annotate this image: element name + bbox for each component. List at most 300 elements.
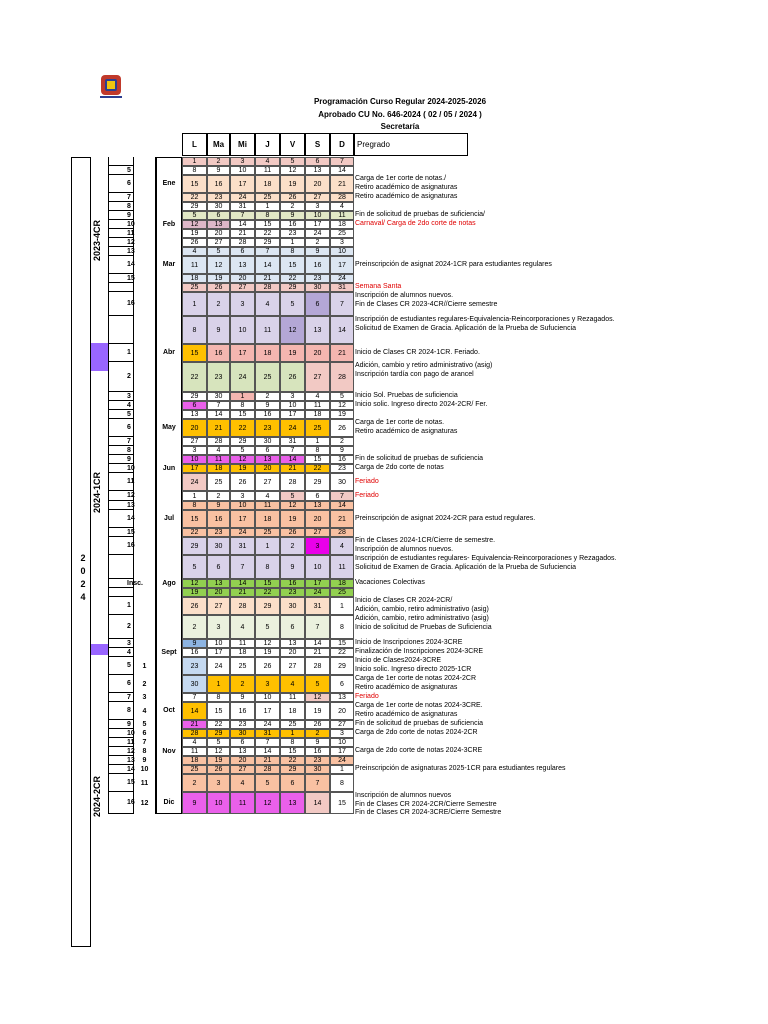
calendar-note: Inicio solic. Ingreso directo 2025-1CR — [355, 665, 472, 673]
day-cell: 22 — [280, 756, 305, 765]
day-cell: 20 — [305, 175, 330, 193]
day-cell: 19 — [255, 648, 280, 657]
day-cell: 6 — [255, 446, 280, 455]
week-number: 7 — [108, 437, 134, 446]
day-cell: 27 — [230, 765, 255, 774]
week-number-secondary — [134, 597, 156, 615]
day-cell: 6 — [207, 555, 230, 579]
day-cell: 29 — [182, 392, 207, 401]
day-cell: 14 — [330, 316, 354, 344]
day-cell: 17 — [305, 579, 330, 588]
day-cell: 28 — [330, 362, 354, 392]
day-cell: 21 — [182, 720, 207, 729]
day-cell: 18 — [330, 220, 354, 229]
calendar-note: Fin de Clases CR 2024-2CR/Cierre Semestre — [355, 800, 497, 808]
period-label-2024-1cr: 2024-1CR — [92, 472, 102, 514]
calendar-note: Preinscripción de asignaturas 2025-1CR para estudiantes regulares — [355, 765, 566, 773]
day-cell: 27 — [255, 473, 280, 491]
day-cell: 21 — [330, 510, 354, 528]
week-number-secondary — [134, 256, 156, 274]
day-cell: 12 — [330, 401, 354, 410]
week-number: 5 — [108, 410, 134, 419]
week-number-secondary — [134, 437, 156, 446]
calendar-note: Carga de 2do corte de notas 2024-2CR — [355, 729, 478, 737]
day-cell: 2 — [207, 157, 230, 166]
day-cell: 23 — [280, 588, 305, 597]
calendar-note: Adición, cambio, retiro administrativo (asig) — [355, 605, 489, 613]
day-cell: 26 — [255, 657, 280, 675]
week-number-secondary: 11 — [134, 774, 156, 792]
document-title: Programación Curso Regular 2024-2025-2026 — [313, 97, 487, 106]
day-cell: 6 — [207, 211, 230, 220]
day-cell: 17 — [230, 344, 255, 362]
day-cell: 18 — [305, 410, 330, 419]
day-cell: 3 — [255, 675, 280, 693]
day-cell: 4 — [255, 157, 280, 166]
day-cell: 28 — [230, 597, 255, 615]
day-cell: 10 — [305, 211, 330, 220]
day-cell: 5 — [255, 774, 280, 792]
day-cell: 1 — [280, 238, 305, 247]
day-cell: 9 — [207, 501, 230, 510]
day-cell: 22 — [230, 419, 255, 437]
day-cell: 3 — [230, 491, 255, 501]
week-number: 10 — [108, 729, 134, 738]
week-number: 11 — [108, 738, 134, 747]
day-cell: 8 — [330, 774, 354, 792]
day-cell: 24 — [305, 229, 330, 238]
day-cell: 24 — [230, 193, 255, 202]
column-header: J — [255, 133, 280, 156]
day-cell: 25 — [330, 229, 354, 238]
day-cell: 22 — [255, 229, 280, 238]
day-cell: 17 — [330, 747, 354, 756]
day-cell: 16 — [207, 175, 230, 193]
day-cell: 20 — [207, 588, 230, 597]
calendar-note: Inicio Sol. Pruebas de suficiencia — [355, 392, 458, 400]
day-cell: 19 — [330, 410, 354, 419]
day-cell: 1 — [330, 765, 354, 774]
column-header: L — [182, 133, 207, 156]
day-cell: 25 — [207, 473, 230, 491]
day-cell: 5 — [330, 392, 354, 401]
month-label: Dic — [163, 799, 175, 806]
day-cell: 29 — [280, 765, 305, 774]
day-cell: 6 — [182, 401, 207, 410]
week-number-secondary: 3 — [134, 693, 156, 702]
day-cell: 5 — [305, 675, 330, 693]
day-cell: 31 — [230, 202, 255, 211]
week-number-secondary — [134, 392, 156, 401]
day-cell: 25 — [330, 588, 354, 597]
calendar-note: Feriado — [355, 693, 379, 701]
day-cell: 17 — [305, 220, 330, 229]
day-cell: 5 — [182, 555, 207, 579]
day-cell: 4 — [207, 446, 230, 455]
day-cell: 9 — [280, 211, 305, 220]
week-number-secondary — [134, 419, 156, 437]
day-cell: 15 — [182, 510, 207, 528]
day-cell: 7 — [255, 247, 280, 256]
calendar-note: Adición, cambio y retiro administrativo (asig) — [355, 362, 493, 369]
calendar-note: Finalización de Inscripciones 2024-3CRE — [355, 648, 484, 656]
week-number-secondary — [134, 537, 156, 555]
period-label-2024-2cr: 2024-2CR — [92, 776, 102, 818]
day-cell: 9 — [330, 446, 354, 455]
day-cell: 17 — [330, 256, 354, 274]
week-number: 6 — [108, 175, 134, 193]
month-label: Oct — [163, 707, 175, 714]
week-number-secondary: 2 — [134, 675, 156, 693]
day-cell: 11 — [182, 256, 207, 274]
calendar-note: Inicio solic. Ingreso directo 2024-2CR/ Fer. — [355, 401, 488, 409]
day-cell: 22 — [182, 362, 207, 392]
week-number-secondary — [134, 316, 156, 344]
week-number: 12 — [108, 747, 134, 756]
calendar-note: Retiro académico de asignaturas — [355, 427, 458, 435]
calendar-note: Fin de solicitud de pruebas de suficiencia/ — [355, 211, 485, 219]
day-cell: 13 — [182, 410, 207, 419]
calendar-note: Retiro académico de asignaturas — [355, 193, 458, 201]
approval-line: Aprobado CU No. 646-2024 ( 02 / 05 / 2024 ) — [318, 110, 482, 119]
day-cell: 14 — [207, 410, 230, 419]
week-number — [108, 157, 134, 166]
day-cell: 24 — [305, 588, 330, 597]
day-cell: 16 — [280, 579, 305, 588]
day-cell: 25 — [230, 657, 255, 675]
day-cell: 28 — [330, 193, 354, 202]
day-cell: 13 — [255, 455, 280, 464]
month-label: Sept — [161, 648, 177, 656]
day-cell: 26 — [305, 720, 330, 729]
calendar-note: Inicio de Clases CR 2024-2CR/ — [355, 597, 453, 604]
day-cell: 29 — [330, 657, 354, 675]
day-cell: 26 — [280, 362, 305, 392]
week-number-secondary — [134, 362, 156, 392]
week-number: 16 — [108, 537, 134, 555]
day-cell: 21 — [305, 648, 330, 657]
day-cell: 25 — [182, 765, 207, 774]
day-cell: 15 — [305, 455, 330, 464]
month-label: Feb — [162, 220, 176, 228]
day-cell: 2 — [182, 774, 207, 792]
week-number-secondary — [134, 220, 156, 229]
day-cell: 12 — [305, 693, 330, 702]
day-cell: 30 — [182, 675, 207, 693]
week-number: 5 — [108, 166, 134, 175]
calendar-note: Carga de 1er corte de notas./ — [355, 175, 447, 182]
day-cell: 25 — [255, 528, 280, 537]
week-number: 9 — [108, 720, 134, 729]
calendar-note: Inscripción de estudiantes regulares-Equivalencia-Reincorporaciones y Rezagados. — [355, 316, 615, 323]
week-number: 3 — [108, 639, 134, 648]
day-cell: 2 — [207, 292, 230, 316]
day-cell: 1 — [255, 537, 280, 555]
day-cell: 19 — [280, 175, 305, 193]
calendar-note: Inscripción de alumnos nuevos — [355, 792, 452, 799]
calendar-note: Carga de 1er corte de notas. — [355, 419, 445, 426]
month-label: Nov — [162, 747, 176, 755]
day-cell: 15 — [230, 410, 255, 419]
day-cell: 8 — [280, 738, 305, 747]
day-cell: 23 — [280, 229, 305, 238]
week-number-secondary — [134, 229, 156, 238]
column-header: Ma — [207, 133, 230, 156]
calendar-note: Inscripción tardía con pago de arancel — [355, 370, 474, 378]
week-number: 8 — [108, 446, 134, 455]
month-label: May — [162, 424, 176, 431]
day-cell: 3 — [182, 446, 207, 455]
week-number-secondary — [134, 464, 156, 473]
day-cell: 18 — [230, 648, 255, 657]
day-cell: 12 — [280, 501, 305, 510]
week-number: 7 — [108, 193, 134, 202]
day-cell: 6 — [280, 774, 305, 792]
calendar-note: Inicio de Clases2024-3CRE — [355, 657, 441, 664]
day-cell: 8 — [182, 316, 207, 344]
day-cell: 5 — [207, 738, 230, 747]
day-cell: 23 — [207, 193, 230, 202]
day-cell: 21 — [255, 756, 280, 765]
day-cell: 23 — [230, 720, 255, 729]
day-cell: 16 — [207, 344, 230, 362]
day-cell: 5 — [182, 211, 207, 220]
day-cell: 14 — [182, 702, 207, 720]
week-number: 4 — [108, 401, 134, 410]
day-cell: 6 — [330, 675, 354, 693]
day-cell: 30 — [280, 597, 305, 615]
day-cell: 4 — [182, 247, 207, 256]
month-column-frame — [156, 157, 182, 814]
day-cell: 13 — [207, 579, 230, 588]
day-cell: 3 — [207, 774, 230, 792]
day-cell: 17 — [230, 175, 255, 193]
day-cell: 4 — [255, 292, 280, 316]
week-number-secondary: 4 — [134, 702, 156, 720]
calendar-note: Fin de Clases 2024-1CR/Cierre de semestre. — [355, 537, 496, 544]
day-cell: 7 — [182, 693, 207, 702]
day-cell: 30 — [207, 202, 230, 211]
day-cell: 28 — [305, 657, 330, 675]
week-number: 14 — [108, 765, 134, 774]
week-number-secondary — [134, 166, 156, 175]
day-cell: 14 — [330, 166, 354, 175]
day-cell: 3 — [280, 392, 305, 401]
week-number — [108, 316, 134, 344]
week-number — [108, 588, 134, 597]
week-number: 2 — [108, 615, 134, 639]
calendar-note: Preinscripción de asignat 2024-1CR para estudiantes regulares — [355, 260, 552, 268]
day-cell: 7 — [255, 738, 280, 747]
day-cell: 24 — [230, 362, 255, 392]
week-number — [108, 555, 134, 579]
week-number-secondary — [134, 588, 156, 597]
day-cell: 11 — [255, 316, 280, 344]
day-cell: 9 — [305, 247, 330, 256]
day-cell: 3 — [305, 537, 330, 555]
day-cell: 23 — [207, 528, 230, 537]
week-number: 9 — [108, 211, 134, 220]
day-cell: 18 — [207, 464, 230, 473]
week-number: 13 — [108, 756, 134, 765]
day-cell: 20 — [305, 344, 330, 362]
day-cell: 18 — [280, 702, 305, 720]
day-cell: 6 — [305, 491, 330, 501]
day-cell: 8 — [280, 247, 305, 256]
day-cell: 27 — [330, 720, 354, 729]
week-number-secondary — [134, 473, 156, 491]
column-header: D — [330, 133, 354, 156]
week-number: 2 — [108, 362, 134, 392]
day-cell: 22 — [305, 464, 330, 473]
day-cell: 11 — [230, 792, 255, 814]
day-cell: 1 — [330, 597, 354, 615]
calendar-note: Solicitud de Examen de Gracia. Aplicación de la Prueba de Sufuciencia — [355, 324, 577, 332]
week-number-secondary — [134, 274, 156, 283]
day-cell: 5 — [280, 157, 305, 166]
week-number: 10 — [108, 464, 134, 473]
week-number-secondary — [134, 639, 156, 648]
day-cell: 1 — [305, 437, 330, 446]
day-cell: 19 — [280, 344, 305, 362]
day-cell: 16 — [330, 455, 354, 464]
day-cell: 12 — [207, 747, 230, 756]
day-cell: 22 — [207, 720, 230, 729]
day-cell: 29 — [207, 729, 230, 738]
day-cell: 10 — [230, 501, 255, 510]
day-cell: 1 — [230, 392, 255, 401]
day-cell: 1 — [182, 491, 207, 501]
week-number: 11 — [108, 473, 134, 491]
day-cell: 5 — [280, 292, 305, 316]
day-cell: 16 — [255, 410, 280, 419]
day-cell: 12 — [182, 579, 207, 588]
day-cell: 22 — [182, 193, 207, 202]
week-number: 16 — [108, 792, 134, 814]
day-cell: 11 — [330, 555, 354, 579]
day-cell: 19 — [305, 702, 330, 720]
day-cell: 4 — [230, 615, 255, 639]
day-cell: 7 — [330, 491, 354, 501]
week-number: 13 — [108, 247, 134, 256]
day-cell: 21 — [230, 229, 255, 238]
period-marker-purple-2 — [91, 644, 108, 655]
calendar-note: Fin de solicitud de pruebas de suficiencia — [355, 720, 484, 728]
week-number: Insc. — [108, 579, 134, 588]
day-cell: 3 — [230, 292, 255, 316]
day-cell: 1 — [280, 729, 305, 738]
day-cell: 15 — [280, 256, 305, 274]
day-cell: 29 — [255, 238, 280, 247]
week-number-secondary — [134, 193, 156, 202]
day-cell: 25 — [305, 419, 330, 437]
day-cell: 7 — [230, 211, 255, 220]
day-cell: 30 — [305, 283, 330, 292]
day-cell: 2 — [207, 491, 230, 501]
day-cell: 31 — [330, 283, 354, 292]
day-cell: 7 — [330, 292, 354, 316]
day-cell: 13 — [305, 166, 330, 175]
day-cell: 23 — [207, 362, 230, 392]
day-cell: 15 — [255, 220, 280, 229]
calendar-note: Inicio de Clases CR 2024-1CR. Feriado. — [355, 348, 480, 356]
day-cell: 26 — [182, 238, 207, 247]
year-label: 2 0 2 4 — [80, 553, 86, 602]
day-cell: 2 — [330, 437, 354, 446]
day-cell: 21 — [330, 175, 354, 193]
day-cell: 29 — [182, 537, 207, 555]
day-cell: 20 — [207, 229, 230, 238]
day-cell: 13 — [280, 639, 305, 648]
day-cell: 14 — [330, 501, 354, 510]
day-cell: 13 — [230, 747, 255, 756]
day-cell: 5 — [280, 491, 305, 501]
day-cell: 26 — [280, 193, 305, 202]
week-number: 15 — [108, 774, 134, 792]
day-cell: 2 — [305, 238, 330, 247]
day-cell: 2 — [280, 537, 305, 555]
day-cell: 31 — [230, 537, 255, 555]
day-cell: 21 — [280, 464, 305, 473]
day-cell: 19 — [280, 510, 305, 528]
day-cell: 25 — [280, 720, 305, 729]
day-cell: 10 — [207, 639, 230, 648]
day-cell: 4 — [305, 392, 330, 401]
month-label: Jun — [162, 464, 176, 472]
day-cell: 20 — [280, 648, 305, 657]
day-cell: 8 — [305, 446, 330, 455]
notes-column-header: Pregrado — [354, 133, 468, 156]
day-cell: 16 — [207, 510, 230, 528]
calendar-note: Carga de 2do corte de notas 2024-3CRE — [355, 747, 483, 755]
period-label-2023-4cr: 2023-4CR — [92, 220, 102, 262]
month-label: Ene — [162, 180, 176, 187]
day-cell: 31 — [255, 729, 280, 738]
day-cell: 22 — [255, 588, 280, 597]
day-cell: 28 — [255, 765, 280, 774]
day-cell: 6 — [230, 738, 255, 747]
day-cell: 15 — [182, 175, 207, 193]
day-cell: 19 — [182, 229, 207, 238]
day-cell: 25 — [182, 283, 207, 292]
day-cell: 8 — [230, 401, 255, 410]
day-cell: 23 — [182, 657, 207, 675]
day-cell: 9 — [182, 792, 207, 814]
day-cell: 27 — [305, 528, 330, 537]
day-cell: 9 — [230, 693, 255, 702]
calendar-note: Inscripción de alumnos nuevos. — [355, 545, 454, 553]
day-cell: 17 — [182, 464, 207, 473]
day-cell: 18 — [255, 175, 280, 193]
week-number: 9 — [108, 455, 134, 464]
day-cell: 9 — [305, 738, 330, 747]
week-number: 15 — [108, 274, 134, 283]
period-marker-purple — [91, 343, 108, 371]
day-cell: 9 — [255, 401, 280, 410]
month-label: Ago — [162, 579, 176, 587]
week-number-secondary — [134, 283, 156, 292]
week-number: 6 — [108, 419, 134, 437]
week-number-secondary — [134, 491, 156, 501]
day-cell: 24 — [230, 528, 255, 537]
day-cell: 1 — [207, 675, 230, 693]
day-cell: 26 — [182, 597, 207, 615]
day-cell: 16 — [230, 702, 255, 720]
day-cell: 10 — [330, 247, 354, 256]
day-cell: 21 — [230, 588, 255, 597]
day-cell: 15 — [182, 344, 207, 362]
week-number: 1 — [108, 597, 134, 615]
